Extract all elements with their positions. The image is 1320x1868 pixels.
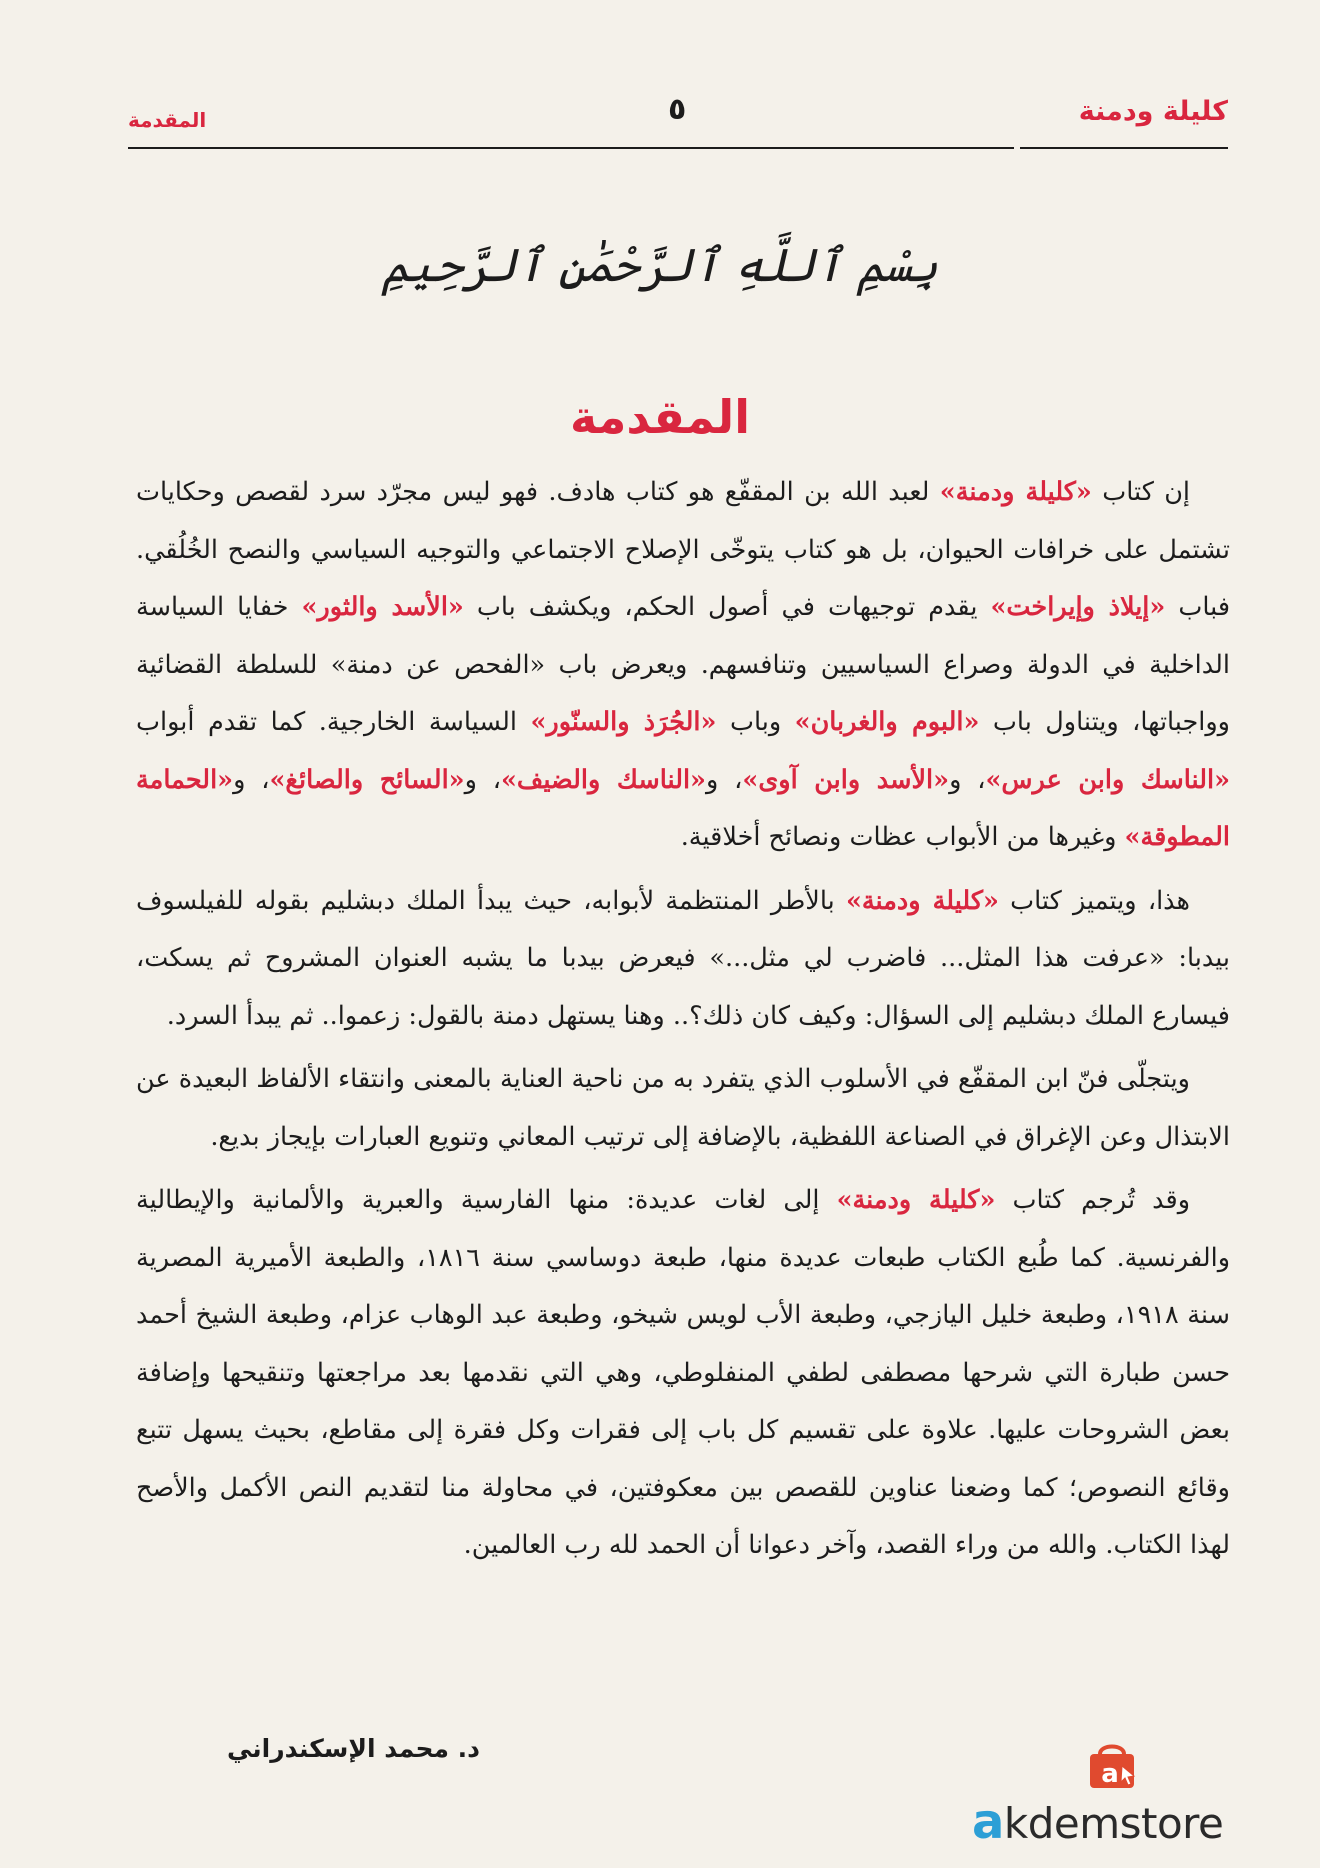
text-run: ، و — [949, 764, 986, 795]
text-run: وغيرها من الأبواب عظات ونصائح أخلاقية. — [680, 822, 1125, 852]
akdemstore-watermark — [972, 1740, 1262, 1850]
shopping-bag-icon — [1084, 1740, 1140, 1790]
text-run: يقدم توجيهات في أصول الحكم، ويكشف باب — [463, 592, 991, 622]
highlighted-chapter-name: «الأسد والثور» — [301, 592, 464, 622]
highlighted-chapter-name: «السائح والصائغ» — [269, 764, 465, 795]
paragraph-1 — [136, 464, 1230, 867]
text-run: هذا، ويتميز كتاب — [998, 885, 1190, 916]
highlighted-chapter-name: «كليلة ودمنة» — [939, 477, 1092, 507]
wordmark — [972, 1794, 1262, 1850]
header-rule-right — [1020, 147, 1228, 149]
body-text — [136, 464, 1230, 1581]
text-run: ، و — [464, 764, 501, 795]
paragraph-4 — [136, 1172, 1230, 1575]
highlighted-chapter-name: «الحمامة المطوقة» — [136, 764, 1230, 852]
wordmark-accent-letter: a — [972, 1794, 1004, 1850]
text-run: بالأطر المنتظمة لأبوابه، حيث يبدأ الملك دبشليم بقوله للفيلسوف بيدبا: «عرفت هذا المثل... فاضرب لي مثل...» فيعرض بيدبا ما يشبه العنوان المشروح ثم يسكت، فيسارع الملك دبشليم إلى السؤال: وكيف كان ذلك؟.. وهنا يستهل دمنة بالقول: زعموا.. ثم يبدأ السرد. — [136, 885, 1230, 1031]
text-run: ويتجلّى فنّ ابن المقفّع في الأسلوب الذي يتفرد به من ناحية العناية بالمعنى وانتقاء الألفاظ البعيدة عن الابتذال وعن الإغراق في الصناعة اللفظية، بالإضافة إلى ترتيب المعاني وتنويع العبارات بإيجاز بديع. — [136, 1064, 1230, 1152]
highlighted-chapter-name: «الجُرَذ والسنّور» — [530, 707, 717, 737]
highlighted-chapter-name: «الناسك والضيف» — [500, 764, 706, 795]
text-run: وقد تُرجم كتاب — [995, 1185, 1191, 1215]
svg-text:a: a — [1101, 1759, 1119, 1789]
paragraph-3 — [136, 1051, 1230, 1166]
highlighted-chapter-name: «البوم والغربان» — [794, 707, 980, 737]
paragraph-2 — [136, 873, 1230, 1046]
highlighted-chapter-name: «كليلة ودمنة» — [845, 885, 999, 916]
text-run: ، و — [233, 764, 270, 795]
text-run: خفايا السياسة الداخلية في الدولة وصراع السياسيين وتنافسهم. ويعرض باب «الفحص عن دمنة» للسلطة القضائية وواجباتها، ويتناول باب — [136, 592, 1230, 737]
running-header — [128, 92, 1228, 152]
text-run: ، و — [706, 764, 743, 795]
author-signature: د. محمد الإسكندراني — [226, 1734, 480, 1763]
highlighted-chapter-name: «الأسد وابن آوى» — [742, 764, 950, 795]
header-rule-left — [128, 147, 1014, 149]
highlighted-chapter-name: «كليلة ودمنة» — [836, 1185, 996, 1215]
text-run: السياسة الخارجية. كما تقدم أبواب — [136, 707, 531, 737]
header-chapter-title: المقدمة — [128, 108, 207, 132]
page-title: المقدمة — [570, 390, 750, 444]
basmala-calligraphy: بِسْمِ ٱللَّهِ ٱلرَّحْمَٰنِ ٱلرَّحِيمِ — [382, 238, 938, 292]
text-run: إن كتاب — [1091, 477, 1191, 507]
header-page-number: ٥ — [668, 92, 687, 127]
highlighted-chapter-name: «الناسك وابن عرس» — [985, 764, 1231, 795]
wordmark-rest: kdemstore — [1003, 1799, 1224, 1848]
text-run: إلى لغات عديدة: منها الفارسية والعبرية والألمانية والإيطالية والفرنسية. كما طُبع الكتاب طبعات عديدة منها، طبعة دوساسي سنة ١٨١٦، والطبعة الأميرية المصرية سنة ١٩١٨، وطبعة خليل اليازجي، وطبعة الأب لويس شيخو، وطبعة عبد الوهاب عزام، وطبعة الشيخ أحمد حسن طبارة التي شرحها مصطفى لطفي المنفلوطي، وهي التي نقدمها بعد مراجعتها وتنقيحها وإضافة بعض الشروحات عليها. علاوة على تقسيم كل باب إلى فقرات وكل فقرة إلى مقاطع، بحيث يسهل تتبع وقائع النصوص؛ كما وضعنا عناوين للقصص بين معكوفتين، في محاولة منا لتقديم النص الأكمل والأصح لهذا الكتاب. والله من وراء القصد، وآخر دعوانا أن الحمد لله رب العالمين. — [136, 1185, 1231, 1560]
highlighted-chapter-name: «إيلاذ وإيراخت» — [990, 592, 1166, 622]
text-run: وباب — [716, 707, 795, 737]
header-book-title: كليلة ودمنة — [1078, 96, 1228, 127]
text-run: لعبد الله بن المقفّع هو كتاب هادف. فهو ليس مجرّد سرد لقصص وحكايات تشتمل على خرافات الحيوان، بل هو كتاب يتوخّى الإصلاح الاجتماعي والتوجيه السياسي والنصح الخُلُقي. فباب — [136, 477, 1231, 622]
